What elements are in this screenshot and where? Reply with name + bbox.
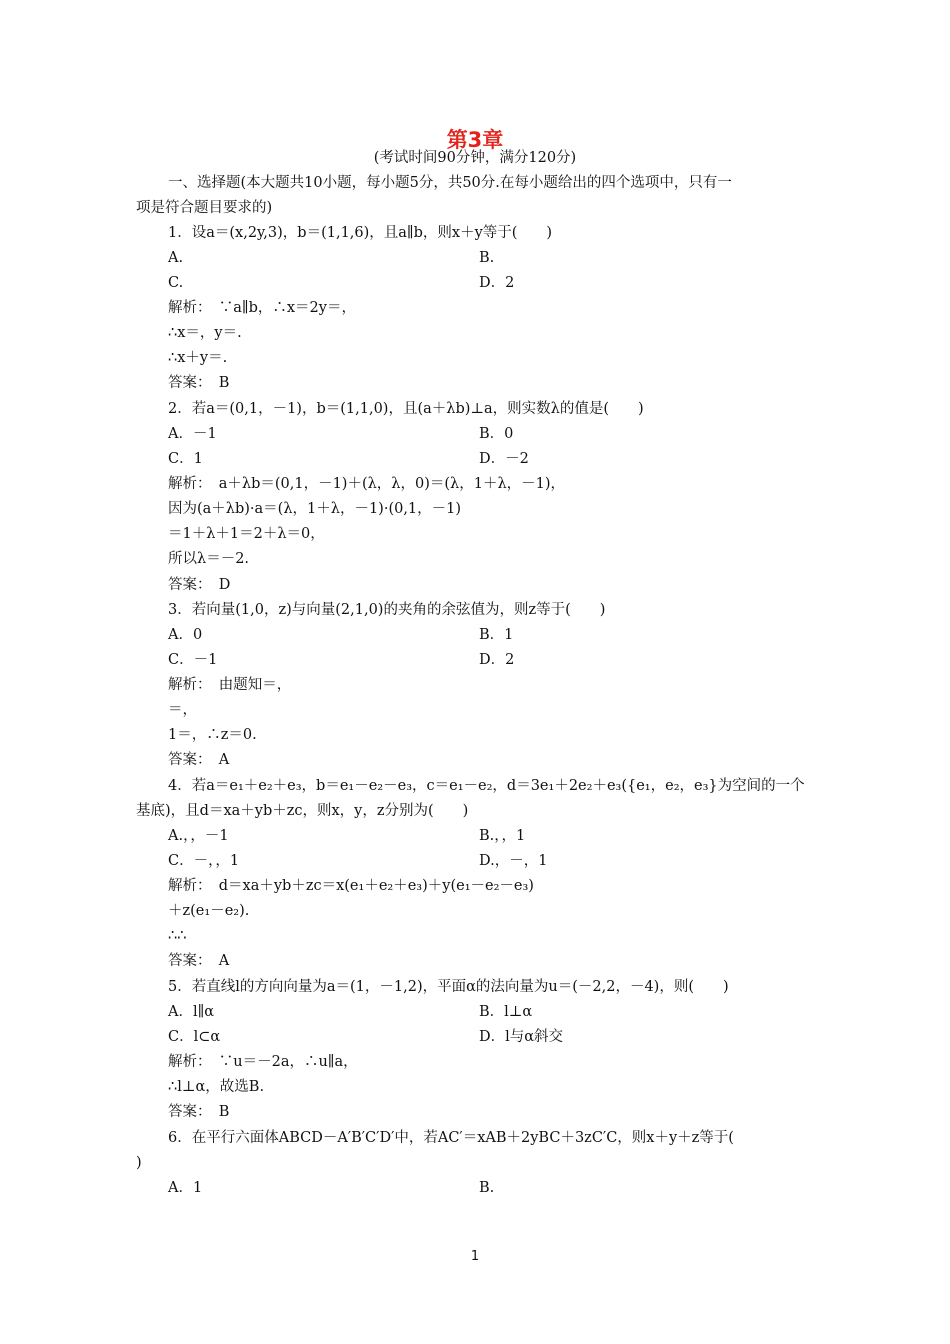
section-intro: 一、选择题(本大题共10小题，每小题5分，共50分.在每小题给出的四个选项中，只有一 [168,175,732,191]
question-5-option-a: A．l∥α [168,1004,215,1020]
question-2-option-c: C．1 [168,451,203,467]
question-5-option-d: D．l与α斜交 [479,1029,564,1045]
question-1-stem: 1．设a＝(x,2y,3)，b＝(1,1,6)，且a∥b，则x＋y等于( ) [168,225,553,241]
question-4-stem: 4．若a＝e₁＋e₂＋e₃，b＝e₁－e₂－e₃，c＝e₁－e₂，d＝3e₁＋2e₂＋e₃({e₁，e₂，e₃}为空间的一个 [168,778,805,794]
question-6-option-a: A．1 [168,1180,203,1196]
question-4-option-a: A.，，－1 [168,828,229,844]
question-5-stem: 5．若直线l的方向向量为a＝(1，－1,2)，平面α的法向量为u＝(－2,2，－4)，则( ) [168,979,729,995]
question-4-option-d: D.，－，1 [479,853,548,869]
question-5-answer: 答案： B [168,1104,230,1120]
question-1-option-b: B. [479,250,495,266]
question-2-option-b: B．0 [479,426,514,442]
question-5-solution: ∴l⊥α，故选B. [168,1079,265,1095]
question-2-solution: 解析： a＋λb＝(0,1，－1)＋(λ，λ，0)＝(λ，1＋λ，－1)， [168,476,566,492]
question-1-solution: ∴x＝，y＝. [168,325,242,341]
question-2-solution: ＝1＋λ＋1＝2＋λ＝0， [168,526,325,542]
question-4-answer: 答案： A [168,953,230,969]
question-1-option-a: A. [168,250,184,266]
question-5-option-b: B．l⊥α [479,1004,533,1020]
question-2-stem: 2．若a＝(0,1，－1)，b＝(1,1,0)，且(a＋λb)⊥a，则实数λ的值是( ) [168,401,644,417]
question-4-solution: ∴∴ [168,928,187,944]
question-3-option-d: D．2 [479,652,515,668]
question-4-option-b: B.，，1 [479,828,526,844]
question-2-answer: 答案： D [168,577,231,593]
question-1-option-d: D．2 [479,275,515,291]
exam-info: (考试时间90分钟，满分120分) [373,150,577,166]
question-3-option-b: B．1 [479,627,514,643]
question-5-solution: 解析： ∵u＝－2a，∴u∥a， [168,1054,358,1070]
question-2-option-d: D．－2 [479,451,529,467]
question-1-answer: 答案： B [168,375,230,391]
question-3-solution: ＝， [168,702,197,718]
question-2-option-a: A．－1 [168,426,217,442]
question-4-solution: ＋z(e₁－e₂). [168,903,250,919]
question-1-solution: 解析： ∵a∥b，∴x＝2y＝， [168,300,356,316]
question-6-stem: 6．在平行六面体ABCD－A′B′C′D′中，若AC′＝xAB＋2yBC＋3zC′C，则x＋y＋z等于( [168,1130,734,1146]
question-3-solution: 1＝，∴z＝0. [168,727,257,743]
question-3-solution: 解析： 由题知＝， [168,677,292,693]
question-4-option-c: C．－，，1 [168,853,240,869]
page-title: 第3章 [446,128,504,152]
question-2-solution: 所以λ＝－2. [168,551,250,567]
question-3-option-c: C．－1 [168,652,218,668]
question-3-option-a: A．0 [168,627,203,643]
section-intro-cont: 项是符合题目要求的) [136,200,273,216]
question-4-stem-cont: 基底)，且d＝xa＋yb＋zc，则x，y，z分别为( ) [136,803,469,819]
question-6-option-b: B. [479,1180,495,1196]
question-4-solution: 解析： d＝xa＋yb＋zc＝x(e₁＋e₂＋e₃)＋y(e₁－e₂－e₃) [168,878,534,894]
question-1-option-c: C. [168,275,184,291]
question-1-solution: ∴x＋y＝. [168,350,228,366]
question-6-stem-cont: ) [136,1155,142,1171]
question-3-stem: 3．若向量(1,0，z)与向量(2,1,0)的夹角的余弦值为，则z等于( ) [168,602,606,618]
page-number: 1 [470,1249,480,1264]
question-5-option-c: C．l⊂α [168,1029,221,1045]
question-2-solution: 因为(a＋λb)·a＝(λ，1＋λ，－1)·(0,1，－1) [168,501,462,517]
question-3-answer: 答案： A [168,752,230,768]
